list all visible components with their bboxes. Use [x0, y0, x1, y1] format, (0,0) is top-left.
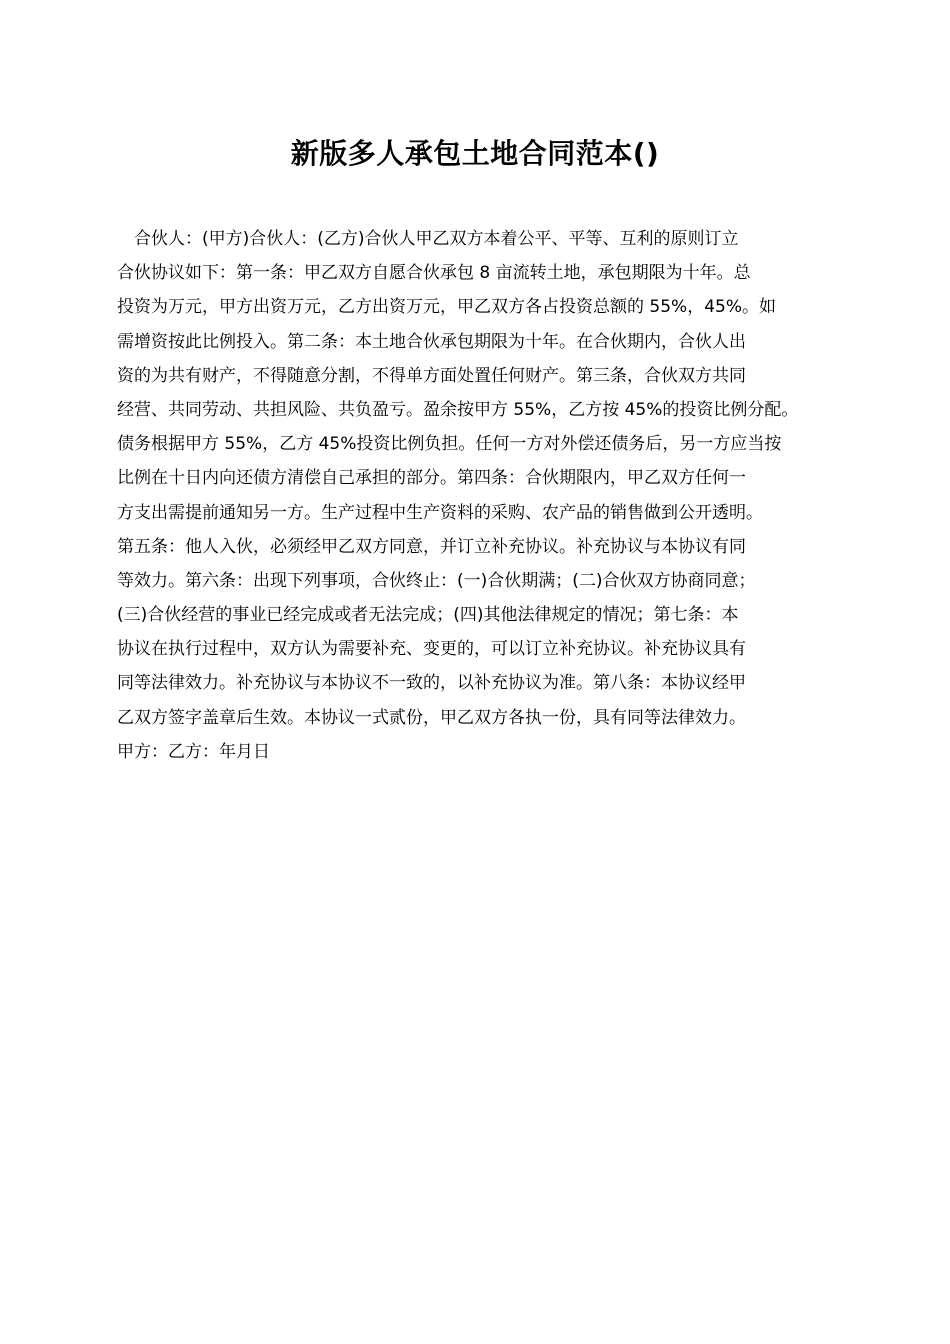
body-line: 比例在十日内向还债方清偿自己承担的部分。第四条：合伙期限内，甲乙双方任何一	[117, 468, 746, 489]
body-line: 协议在执行过程中，双方认为需要补充、变更的，可以订立补充协议。补充协议具有	[117, 639, 746, 660]
body-line: 资的为共有财产，不得随意分割，不得单方面处置任何财产。第三条，合伙双方共同	[117, 365, 746, 386]
body-line: 等效力。第六条：出现下列事项，合伙终止：(一)合伙期满；(二)合伙双方协商同意；	[117, 570, 756, 591]
body-line: 投资为万元，甲方出资万元，乙方出资万元，甲乙双方各占投资总额的 55%，45%。如	[117, 297, 776, 318]
body-line: 经营、共同劳动、共担风险、共负盈亏。盈余按甲方 55%，乙方按 45%的投资比例分配。	[117, 399, 799, 420]
body-line: 乙双方签字盖章后生效。本协议一式贰份，甲乙双方各执一份，具有同等法律效力。	[117, 707, 746, 728]
body-line: 方支出需提前通知另一方。生产过程中生产资料的采购、农产品的销售做到公开透明。	[117, 502, 763, 523]
body-line: 合伙协议如下：第一条：甲乙双方自愿合伙承包 8 亩流转土地，承包期限为十年。总	[117, 263, 751, 284]
document-title: 新版多人承包土地合同范本()	[290, 137, 660, 170]
signature-line: 甲方：乙方：年月日	[117, 741, 270, 762]
body-line: 债务根据甲方 55%，乙方 45%投资比例负担。任何一方对外偿还债务后，另一方应当按	[117, 434, 782, 455]
body-line: 需增资按此比例投入。第二条：本土地合伙承包期限为十年。在合伙期内，合伙人出	[117, 331, 746, 352]
body-line: 第五条：他人入伙，必须经甲乙双方同意，并订立补充协议。补充协议与本协议有同	[117, 536, 746, 557]
body-line: 合伙人：(甲方)合伙人：(乙方)合伙人甲乙双方本着公平、平等、互利的原则订立	[117, 229, 739, 249]
document-body	[117, 222, 835, 769]
body-line: 同等法律效力。补充协议与本协议不一致的，以补充协议为准。第八条：本协议经甲	[117, 673, 746, 694]
body-line: (三)合伙经营的事业已经完成或者无法完成；(四)其他法律规定的情况；第七条：本	[117, 605, 739, 626]
